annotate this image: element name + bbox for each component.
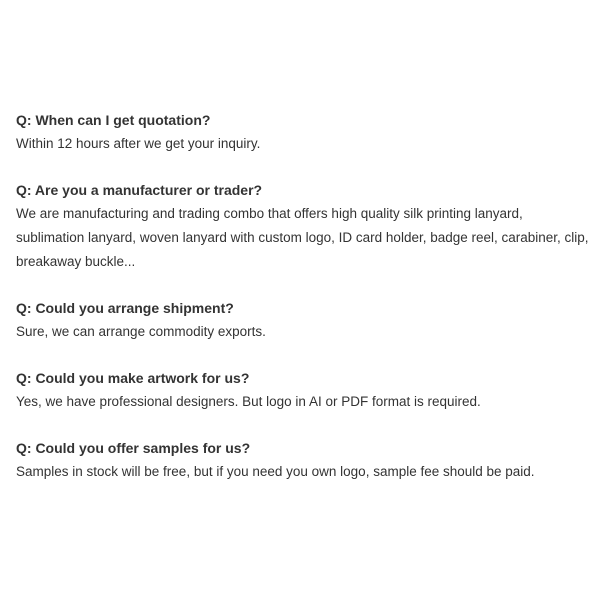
faq-question: Q: Could you make artwork for us? — [16, 370, 250, 386]
faq-question: Q: Could you arrange shipment? — [16, 300, 234, 316]
faq-answer: Sure, we can arrange commodity exports. — [16, 324, 266, 339]
faq-item-samples — [16, 436, 591, 484]
faq-item-manufacturer — [16, 178, 591, 274]
faq-answer: Samples in stock will be free, but if you need you own logo, sample fee should be paid. — [16, 464, 535, 479]
faq-item-shipment — [16, 296, 591, 344]
faq-question: Q: When can I get quotation? — [16, 112, 211, 128]
faq-question: Q: Could you offer samples for us? — [16, 440, 251, 456]
faq-answer: Yes, we have professional designers. But logo in AI or PDF format is required. — [16, 394, 481, 409]
faq-answer: We are manufacturing and trading combo that offers high quality silk printing lanyard, sublimation lanyard, woven lanyard with custom logo, ID card holder, badge reel, carabiner, clip, breakaway buckle... — [16, 206, 589, 269]
faq-list — [16, 108, 591, 506]
faq-item-artwork — [16, 366, 591, 414]
faq-question: Q: Are you a manufacturer or trader? — [16, 182, 263, 198]
faq-answer: Within 12 hours after we get your inquiry. — [16, 136, 261, 151]
faq-item-quotation — [16, 108, 591, 156]
